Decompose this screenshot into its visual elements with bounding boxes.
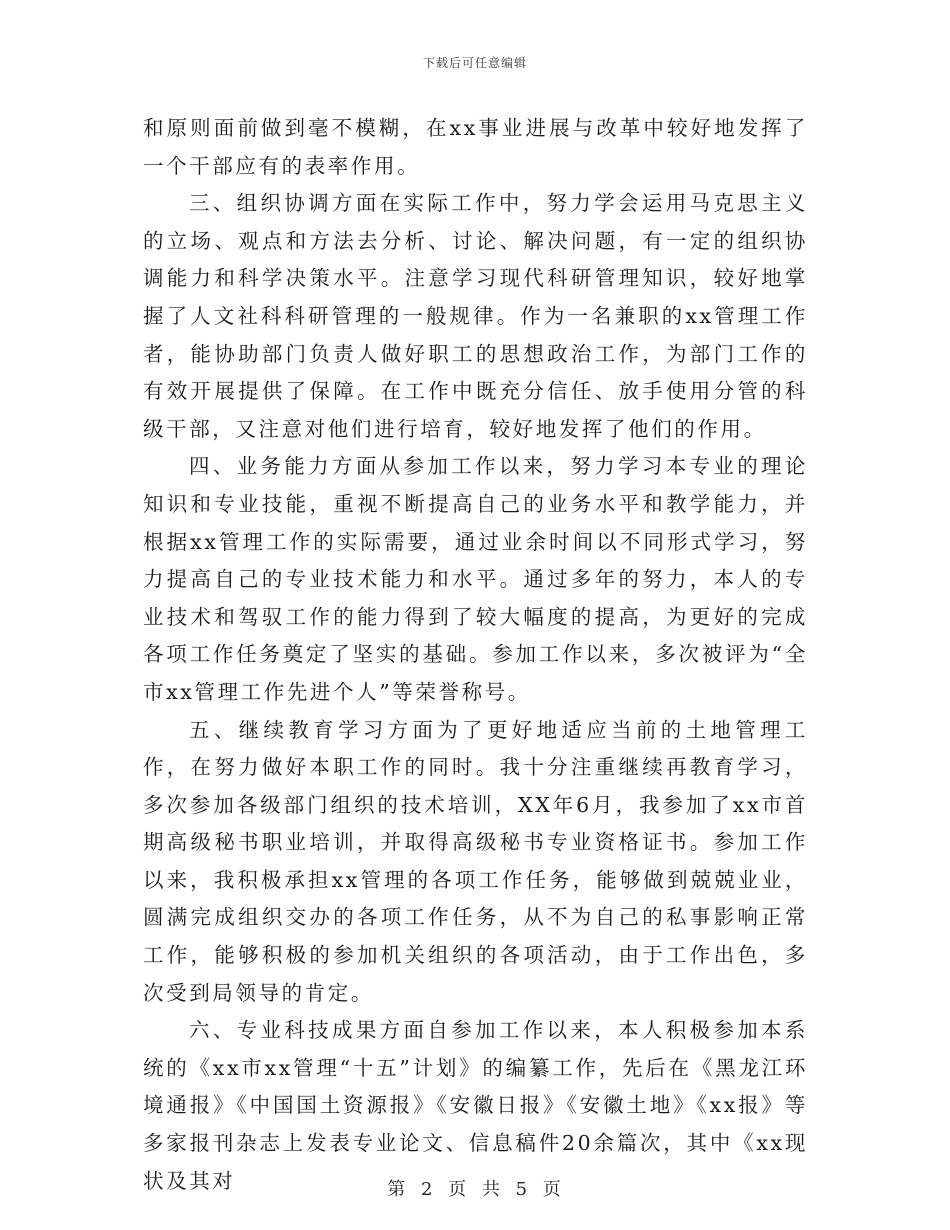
paragraph: 四、业务能力方面从参加工作以来，努力学习本专业的理论知识和专业技能，重视不断提高自己的业务水平和教学能力，并根据xx管理工作的实际需要，通过业余时间以不同形式学习，努力提高自己的专业技术能力和水平。通过多年的努力，本人的专业技术和驾驭工作的能力得到了较大幅度的提高，为更好的完成各项工作任务奠定了坚实的基础。参加工作以来，多次被评为“全市xx管理工作先进个人”等荣誉称号。 [143, 454, 808, 704]
paragraph: 六、专业科技成果方面自参加工作以来，本人积极参加本系统的《xx市xx管理“十五”计划》的编纂工作，先后在《黑龙江环境通报》《中国国土资源报》《安徽日报》《安徽土地》《xx报》等多家报刊杂志上发表专业论文、信息稿件20余篇次，其中《xx现状及其对 [143, 1018, 808, 1193]
paragraph: 和原则面前做到毫不模糊，在xx事业进展与改革中较好地发挥了一个干部应有的表率作用。 [143, 116, 808, 178]
paragraph: 五、继续教育学习方面为了更好地适应当前的土地管理工作，在努力做好本职工作的同时。我十分注重继续再教育学习，多次参加各级部门组织的技术培训，XX年6月，我参加了xx市首期高级秘书职业培训，并取得高级秘书专业资格证书。参加工作以来，我积极承担xx管理的各项工作任务，能够做到兢兢业业，圆满完成组织交办的各项工作任务，从不为自己的私事影响正常工作，能够积极的参加机关组织的各项活动，由于工作出色，多次受到局领导的肯定。 [143, 717, 808, 1005]
page-header: 下载后可任意编辑 [422, 56, 527, 70]
document-body [143, 110, 808, 1200]
paragraph: 三、组织协调方面在实际工作中，努力学会运用马克思主义的立场、观点和方法去分析、讨论、解决问题，有一定的组织协调能力和科学决策水平。注意学习现代科研管理知识，较好地掌握了人文社科科研管理的一般规律。作为一名兼职的xx管理工作者，能协助部门负责人做好职工的思想政治工作，为部门工作的有效开展提供了保障。在工作中既充分信任、放手使用分管的科级干部，又注意对他们进行培育，较好地发挥了他们的作用。 [143, 191, 808, 441]
page-footer: 第 2 页 共 5 页 [387, 1179, 563, 1200]
